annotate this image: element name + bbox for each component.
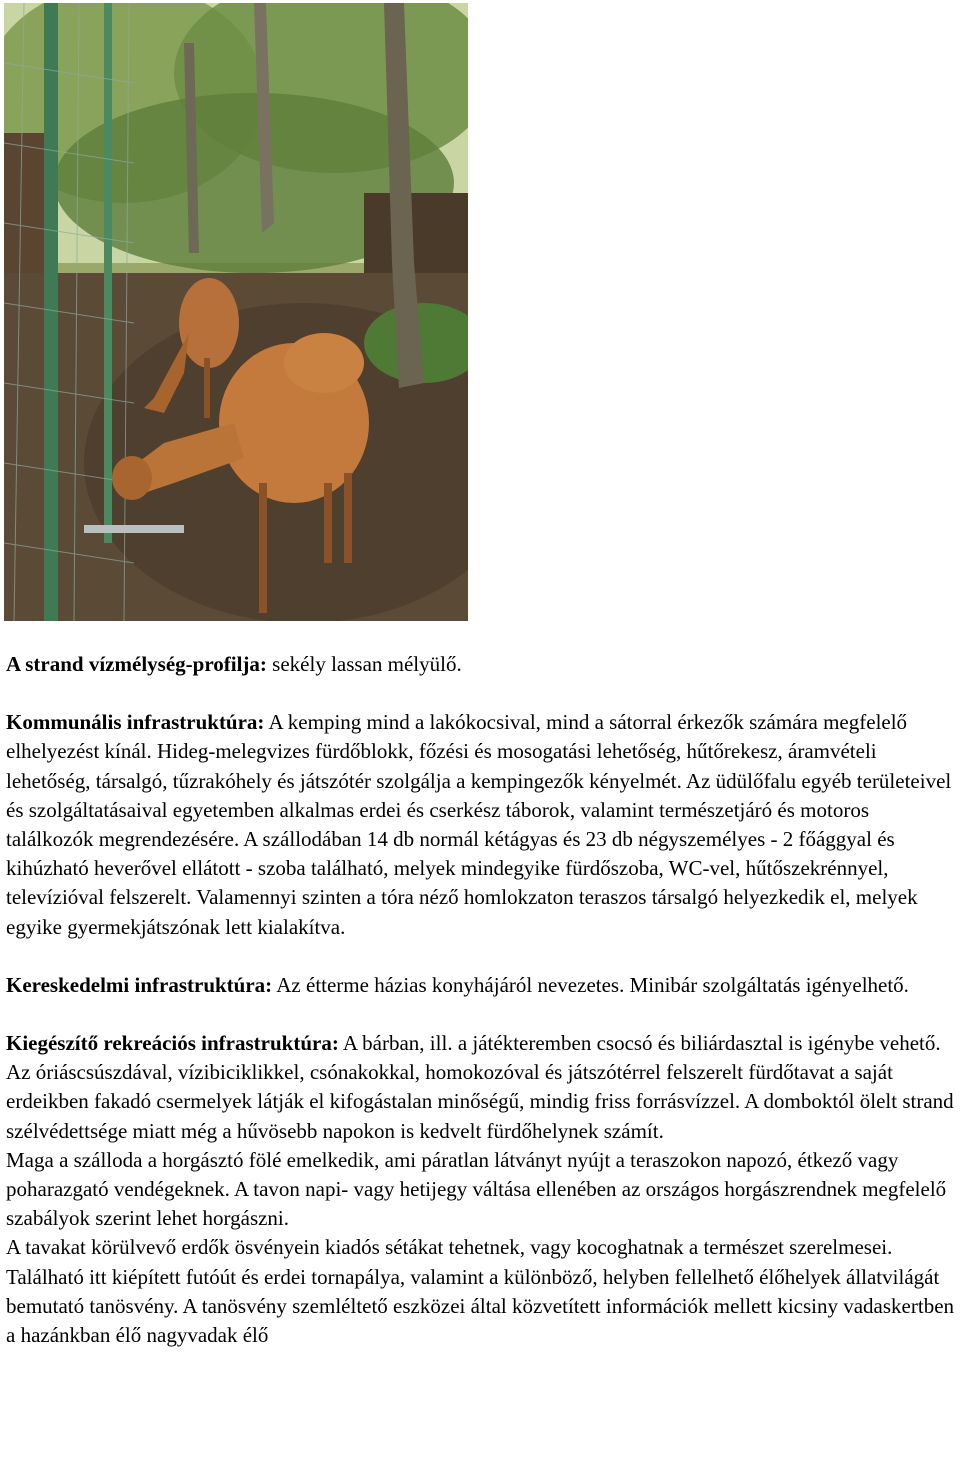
section-heading: A strand vízmélység-profilja: [6,652,267,676]
deer-photo [4,3,468,621]
deer-photo-illustration [4,3,468,621]
section-commercial-infrastructure [6,971,956,1000]
section-heading: Kommunális infrastruktúra: [6,710,265,735]
paragraph-hotel-fishing: Maga a szálloda a horgásztó fölé emelkedik, ami páratlan látványt nyújt a teraszokon napozó, étkező vagy poharazgató vendégeknek. A tavon napi- vagy hetijegy váltása ellenében az országos horgászrendnek megfelelő szabályok szerint lehet horgászni. [6,1147,947,1231]
paragraph-forest-trails: A tavakat körülvevő erdők ösvényein kiadós sétákat tehetnek, vagy kocoghatnak a természet szerelmesei. Található itt kiépített futóút és erdei tornapálya, valamint a különböző, helyben fellelhető élőhelyek állatvilágát bemutató tanösvény. A tanösvény szemléltető eszközei által közvetített információk mellett kicsiny vadaskertben a hazánkban élő nagyvadak élő [6,1235,955,1348]
section-text: Az étterme házias konyhájáról nevezetes. Minibár szolgáltatás igényelhető. [272,972,909,997]
section-heading: Kiegészítő rekreációs infrastruktúra: [6,1031,339,1056]
section-recreational-infrastructure [6,1029,956,1058]
section-heading: Kereskedelmi infrastruktúra: [6,972,273,997]
section-text: sekély lassan mélyülő. [266,652,462,676]
document-body [6,650,956,1350]
section-communal-infrastructure [6,708,956,942]
section-text: A kemping mind a lakókocsival, mind a sátorral érkezők számára megfelelő elhelyezést kínál. Hideg-melegvizes fürdőblokk, főzési és mosogatási lehetőség, hűtőrekesz, áramvételi lehetőség, társalgó, tűzrakóhely és játszótér szolgálja a kempingezők kényelmét. Az üdülőfalu egyéb területeivel és szolgáltatásaival egyetemben alkalmas erdei és cserkész táborok, valamint természetjáró és motoros találkozók megrendezésére. A szállodában 14 db normál kétágyas és 23 db négyszemélyes - 2 főággyal és kihúzható heverővel ellátott - szoba található, melyek mindegyike fürdőszoba, WC-vel, hűtőszekrénnyel, televízióval felszerelt. Valamennyi szinten a tóra néző homlokzaton teraszos társalgó helyezkedik el, melyek egyike gyermekjátszónak lett kialakítva. [6,710,952,939]
section-water-depth [6,650,956,679]
paragraph-bathing-lake: Az óriáscsúszdával, vízibiciklikkel, csónakokkal, homokozóval és játszótérrel felszerelt fürdőtavat a saját erdeikben fakadó csermelyek látják el kifogástalan minőségű, mindig friss forrásvízzel. A domboktól ölelt strand szélvédettsége miatt még a hűvösebb napokon is kedvelt fürdőhelynek számít. [6,1060,954,1143]
section-text: A bárban, ill. a játékteremben csocsó és biliárdasztal is igénybe vehető. [338,1031,941,1056]
